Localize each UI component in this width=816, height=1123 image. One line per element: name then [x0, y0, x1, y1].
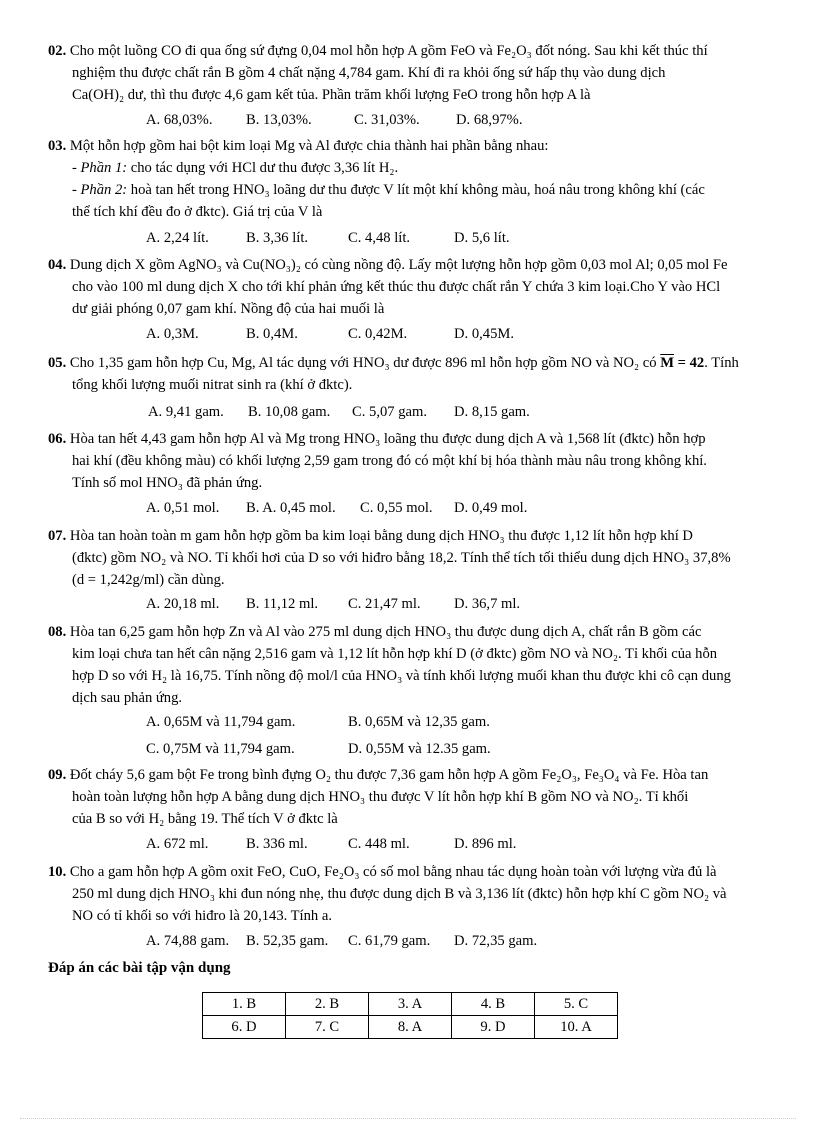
table-row: [203, 1016, 618, 1039]
option-d: D. 896 ml.: [454, 836, 517, 852]
option-a: A. 0,65M và 11,794 gam.: [146, 714, 296, 730]
question-text: Ca(OH)₂ dư, thì thu được 4,6 gam kết tủa. Phần trăm khối lượng FeO trong hỗn hợp A là: [72, 87, 591, 103]
answer-cell: 6. D: [203, 1016, 286, 1039]
question-number: 04.: [48, 257, 67, 273]
option-c: C. 61,79 gam.: [348, 933, 431, 949]
question-03: [48, 135, 780, 223]
question-text: hợp D so với H₂ là 16,75. Tính nồng độ mol/l của HNO₃ và tính khối lượng muối khan thu được khi cô cạn dung: [72, 668, 731, 684]
option-d: D. 0,49 mol.: [454, 500, 528, 516]
question-text: (d = 1,242g/ml) cần dùng.: [72, 572, 225, 588]
option-b: B. 52,35 gam.: [246, 933, 329, 949]
answer-cell: 10. A: [535, 1016, 618, 1039]
answer-cell: 8. A: [369, 1016, 452, 1039]
answer-cell: 4. B: [452, 993, 535, 1016]
question-text: cho vào 100 ml dung dịch X cho tới khí phản ứng kết thúc thu được chất rắn Y chứa 3 kim loại.Cho Y vào HCl: [72, 279, 721, 295]
question-04: [48, 254, 780, 320]
option-a: A. 0,51 mol.: [146, 500, 220, 516]
option-c: C. 31,03%.: [354, 112, 420, 128]
answers-table: [202, 992, 618, 1039]
question-text: Đốt cháy 5,6 gam bột Fe trong bình đựng O₂ thu được 7,36 gam hỗn hợp A gồm Fe₂O₃, Fe₃O₄ và Fe. Hòa tan: [69, 767, 709, 783]
option-d: D. 68,97%.: [456, 112, 523, 128]
answer-cell: 1. B: [203, 993, 286, 1016]
option-a: A. 0,3M.: [146, 326, 199, 342]
table-row: [203, 993, 618, 1016]
question-02: [48, 40, 780, 106]
molar-mass-symbol: $\overline{M}$: [660, 355, 675, 371]
question-text: kim loại chưa tan hết cân nặng 2,516 gam và 1,12 lít hỗn hợp khí D (ở đktc) gồm NO và NO₂. Tỉ khối của hỗn: [72, 646, 718, 662]
question-text: hai khí (đều không màu) có khối lượng 2,59 gam trong đó có một khí bị hóa thành màu nâu trong không khí.: [72, 453, 707, 469]
question-text: (đktc) gồm NO₂ và NO. Tỉ khối hơi của D so với hiđro bằng 18,2. Tính thể tích tối thiểu dung dịch HNO₃ 37,8%: [72, 550, 731, 566]
question-text: . Tính: [704, 355, 739, 371]
part-label: - Phần 2:: [72, 182, 128, 198]
page-footer-rule: [20, 1118, 796, 1119]
question-text: Hòa tan hết 4,43 gam hỗn hợp Al và Mg trong HNO₃ loãng thu được dung dịch A và 1,568 lít (đktc) hỗn hợp: [69, 431, 706, 447]
question-07: [48, 525, 780, 591]
question-number: 06.: [48, 431, 67, 447]
question-text: hoàn toàn lượng hỗn hợp A bằng dung dịch HNO₃ thu được V lít hỗn hợp khí B gồm NO và NO₂. Tỉ khối: [72, 789, 689, 805]
question-text: thể tích khí đều đo ở đktc). Giá trị của V là: [72, 204, 323, 220]
option-b: B. 13,03%.: [246, 112, 312, 128]
question-text: Cho a gam hỗn hợp A gồm oxit FeO, CuO, Fe₂O₃ có số mol bằng nhau tác dụng hoàn toàn với lượng vừa đủ là: [69, 864, 717, 880]
molar-mass-value: = 42: [674, 355, 705, 371]
option-d: D. 36,7 ml.: [454, 596, 521, 612]
question-text: Dung dịch X gồm AgNO₃ và Cu(NO₃)₂ có cùng nồng độ. Lấy một lượng hỗn hợp gồm 0,03 mol Al; 0,05 mol Fe: [69, 257, 728, 273]
option-a: A. 672 ml.: [146, 836, 209, 852]
option-d: D. 8,15 gam.: [454, 404, 530, 420]
question-number: 08.: [48, 624, 67, 640]
question-text: dư giải phóng 0,07 gam khí. Nồng độ của hai muối là: [72, 301, 385, 317]
question-10: [48, 861, 780, 927]
option-b: B. 0,65M và 12,35 gam.: [348, 714, 490, 730]
option-a: A. 20,18 ml.: [146, 596, 220, 612]
option-b: B. 0,4M.: [246, 326, 298, 342]
option-b: B. 336 ml.: [246, 836, 308, 852]
question-09: [48, 764, 780, 830]
question-text: Cho 1,35 gam hỗn hợp Cu, Mg, Al tác dụng với HNO₃ dư được 896 ml hỗn hợp gồm NO và NO₂ có: [69, 355, 661, 371]
option-a: A. 9,41 gam.: [148, 404, 224, 420]
option-c: C. 0,42M.: [348, 326, 408, 342]
option-c: C. 4,48 lít.: [348, 230, 411, 246]
question-08: [48, 621, 780, 709]
question-text: nghiệm thu được chất rắn B gồm 4 chất nặng 4,784 gam. Khí đi ra khỏi ống sứ hấp thụ vào dung dịch: [72, 65, 666, 81]
question-number: 10.: [48, 864, 67, 880]
option-c: C. 5,07 gam.: [352, 404, 427, 420]
option-b: B. 3,36 lít.: [246, 230, 309, 246]
question-text: Hòa tan 6,25 gam hỗn hợp Zn và Al vào 275 ml dung dịch HNO₃ thu được dung dịch A, chất rắn B gồm các: [69, 624, 702, 640]
question-text: dịch sau phản ứng.: [72, 690, 183, 706]
question-number: 05.: [48, 355, 67, 371]
answers-heading: Đáp án các bài tập vận dụng: [48, 960, 231, 976]
question-text: cho tác dụng với HCl dư thu được 3,36 lít H₂.: [127, 160, 399, 176]
question-number: 07.: [48, 528, 67, 544]
option-b: B. A. 0,45 mol.: [246, 500, 336, 516]
option-a: A. 2,24 lít.: [146, 230, 209, 246]
question-06: [48, 428, 780, 494]
question-text: của B so với H₂ bằng 19. Thể tích V ở đktc là: [72, 811, 338, 827]
part-label: - Phần 1:: [72, 160, 128, 176]
option-c: C. 0,55 mol.: [360, 500, 433, 516]
option-d: D. 72,35 gam.: [454, 933, 538, 949]
question-text: tổng khối lượng muối nitrat sinh ra (khí ở đktc).: [72, 377, 353, 393]
question-text: Một hỗn hợp gồm hai bột kim loại Mg và Al được chia thành hai phần bằng nhau:: [69, 138, 549, 154]
option-c: C. 21,47 ml.: [348, 596, 421, 612]
option-d: D. 0,55M và 12.35 gam.: [348, 741, 491, 757]
question-text: NO có tỉ khối so với hiđro là 20,143. Tính a.: [72, 908, 332, 924]
answer-cell: 3. A: [369, 993, 452, 1016]
option-a: A. 68,03%.: [146, 112, 213, 128]
option-c: C. 0,75M và 11,794 gam.: [146, 741, 295, 757]
question-number: 09.: [48, 767, 67, 783]
answer-cell: 5. C: [535, 993, 618, 1016]
option-b: B. 11,12 ml.: [246, 596, 319, 612]
answer-cell: 7. C: [286, 1016, 369, 1039]
question-text: Cho một luồng CO đi qua ống sứ đựng 0,04 mol hỗn hợp A gồm FeO và Fe₂O₃ đốt nóng. Sau khi kết thúc thí: [69, 43, 708, 59]
option-a: A. 74,88 gam.: [146, 933, 230, 949]
option-d: D. 0,45M.: [454, 326, 514, 342]
question-text: 250 ml dung dịch HNO₃ khi đun nóng nhẹ, thu được dung dịch B và 3,136 lít (đktc) hỗn hợp khí C gồm NO₂ và: [72, 886, 727, 902]
question-text: hoà tan hết trong HNO₃ loãng dư thu được V lít một khí không màu, hoá nâu trong không khí (các: [127, 182, 705, 198]
answer-cell: 2. B: [286, 993, 369, 1016]
option-b: B. 10,08 gam.: [248, 404, 331, 420]
question-text: Tính số mol HNO₃ đã phản ứng.: [72, 475, 263, 491]
question-number: 02.: [48, 43, 67, 59]
question-number: 03.: [48, 138, 67, 154]
question-text: Hòa tan hoàn toàn m gam hỗn hợp gồm ba kim loại bằng dung dịch HNO₃ thu được 1,12 lít hỗn hợp khí D: [69, 528, 693, 544]
question-05: [48, 352, 780, 396]
option-d: D. 5,6 lít.: [454, 230, 510, 246]
option-c: C. 448 ml.: [348, 836, 410, 852]
answer-cell: 9. D: [452, 1016, 535, 1039]
